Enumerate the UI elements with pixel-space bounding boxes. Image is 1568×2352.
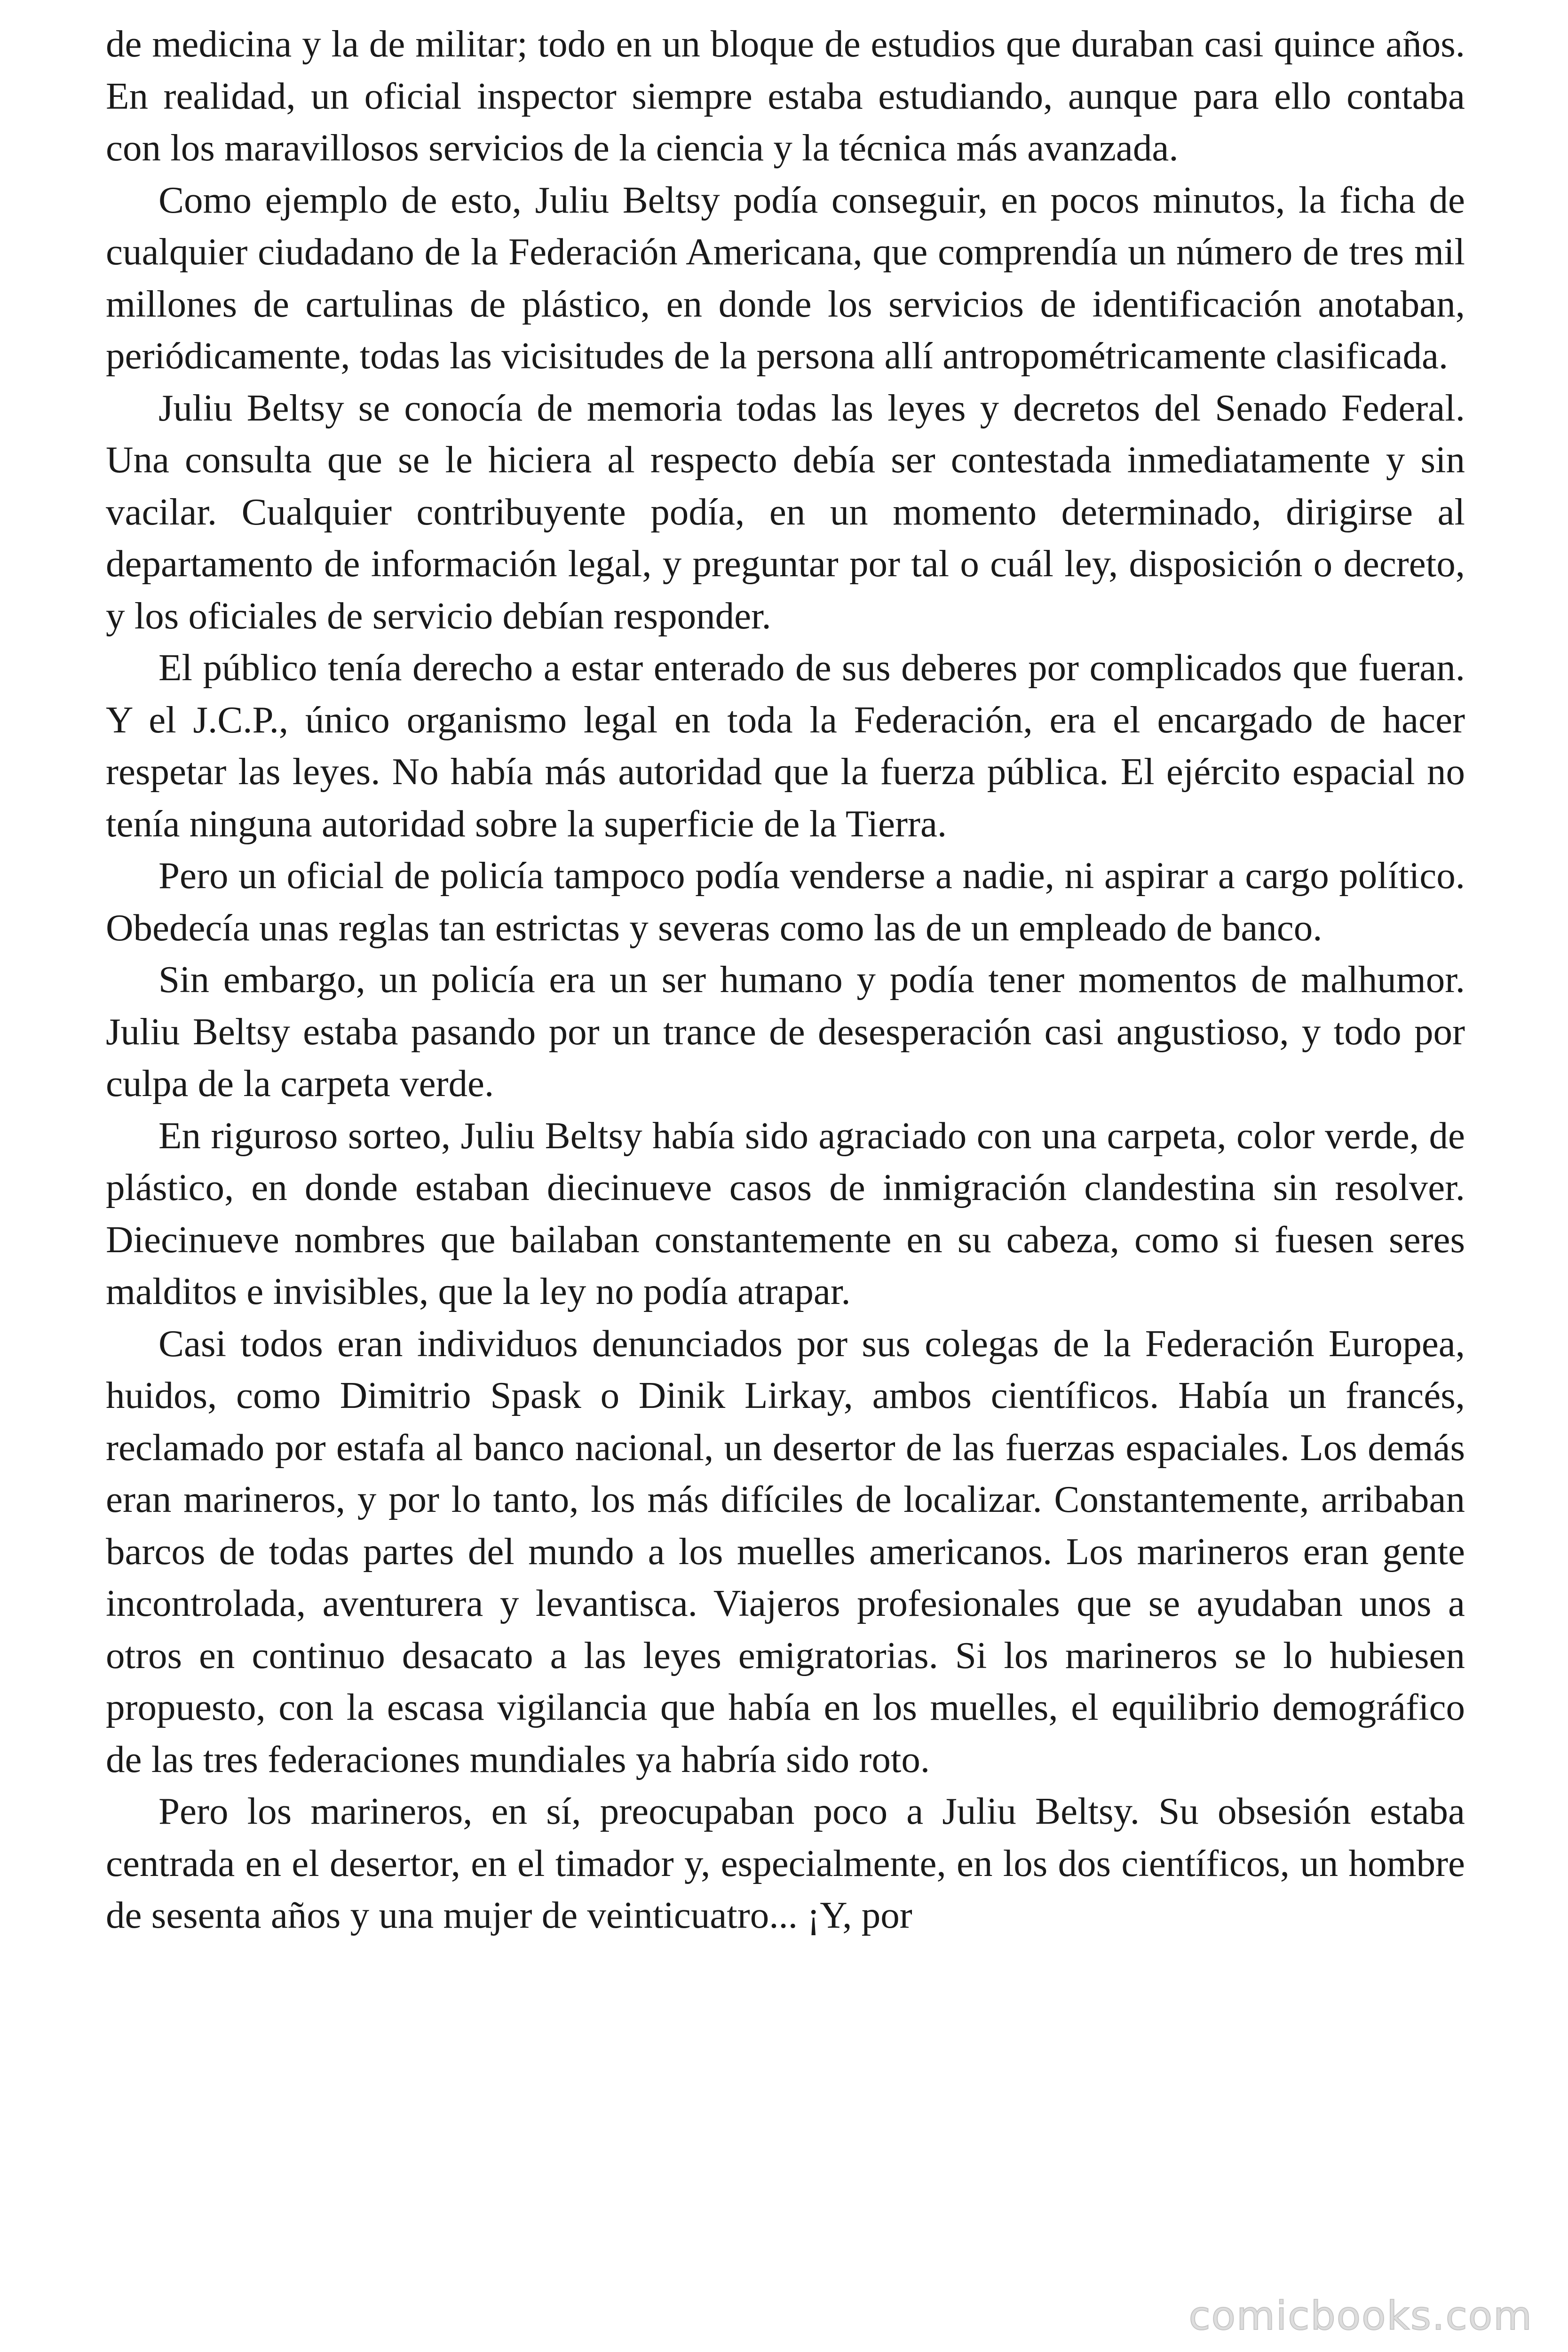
paragraph-5: Pero un oficial de policía tampoco podía venderse a nadie, ni aspirar a cargo político. Obedecía unas reglas tan estrictas y severas como las de un empleado de banco. <box>106 854 1465 949</box>
paragraph-7: En riguroso sorteo, Juliu Beltsy había sido agraciado con una carpeta, color verde, de plástico, en donde estaban diecinueve casos de inmigración clandestina sin resolver. Diecinueve nombres que bailaban constantemente en su cabeza, como si fuesen seres malditos e invisibles, que la ley no podía atrapar. <box>106 1114 1465 1312</box>
paragraph-9: Pero los marineros, en sí, preocupaban poco a Juliu Beltsy. Su obsesión estaba centrada en el desertor, en el timador y, especialmente, en los dos científicos, un hombre de sesenta años y una mujer de veinticuatro... ¡Y, por <box>106 1790 1465 1936</box>
watermark: comicbooks.com <box>1188 2293 1533 2339</box>
paragraph-3: Juliu Beltsy se conocía de memoria todas las leyes y decretos del Senado Federal. Una consulta que se le hiciera al respecto debía ser contestada inmediatamente y sin vacilar. Cualquier contribuyente podía, en un momento determinado, dirigirse al departamento de información legal, y preguntar por tal o cuál ley, disposición o decreto, y los oficiales de servicio debían responder. <box>106 386 1465 637</box>
paragraph-4: El público tenía derecho a estar enterado de sus deberes por complicados que fueran. Y el J.C.P., único organismo legal en toda la Federación, era el encargado de hacer respetar las leyes. No había más autoridad que la fuerza pública. El ejército espacial no tenía ninguna autoridad sobre la superficie de la Tierra. <box>106 646 1465 845</box>
paragraph-2: Como ejemplo de esto, Juliu Beltsy podía conseguir, en pocos minutos, la ficha de cualquier ciudadano de la Federación Americana, que comprendía un número de tres mil millones de cartulinas de plástico, en donde los servicios de identificación anotaban, periódicamente, todas las vicisitudes de la persona allí antropométricamente clasificada. <box>106 178 1465 377</box>
page-body <box>106 18 1465 1941</box>
paragraph-6: Sin embargo, un policía era un ser humano y podía tener momentos de malhumor. Juliu Beltsy estaba pasando por un trance de desesperación casi angustioso, y todo por culpa de la carpeta verde. <box>106 958 1465 1104</box>
paragraph-1: de medicina y la de militar; todo en un bloque de estudios que duraban casi quince años. En realidad, un oficial inspector siempre estaba estudiando, aunque para ello contaba con los maravillosos servicios de la ciencia y la técnica más avanzada. <box>106 23 1465 169</box>
paragraph-8: Casi todos eran individuos denunciados por sus colegas de la Federación Europea, huidos, como Dimitrio Spask o Dinik Lirkay, ambos científicos. Había un francés, reclamado por estafa al banco nacional, un desertor de las fuerzas espaciales. Los demás eran marineros, y por lo tanto, los más difíciles de localizar. Constantemente, arribaban barcos de todas partes del mundo a los muelles americanos. Los marineros eran gente incontrolada, aventurera y levantisca. Viajeros profesionales que se ayudaban unos a otros en continuo desacato a las leyes emigratorias. Si los marineros se lo hubiesen propuesto, con la escasa vigilancia que había en los muelles, el equilibrio demográfico de las tres federaciones mundiales ya habría sido roto. <box>106 1322 1465 1780</box>
